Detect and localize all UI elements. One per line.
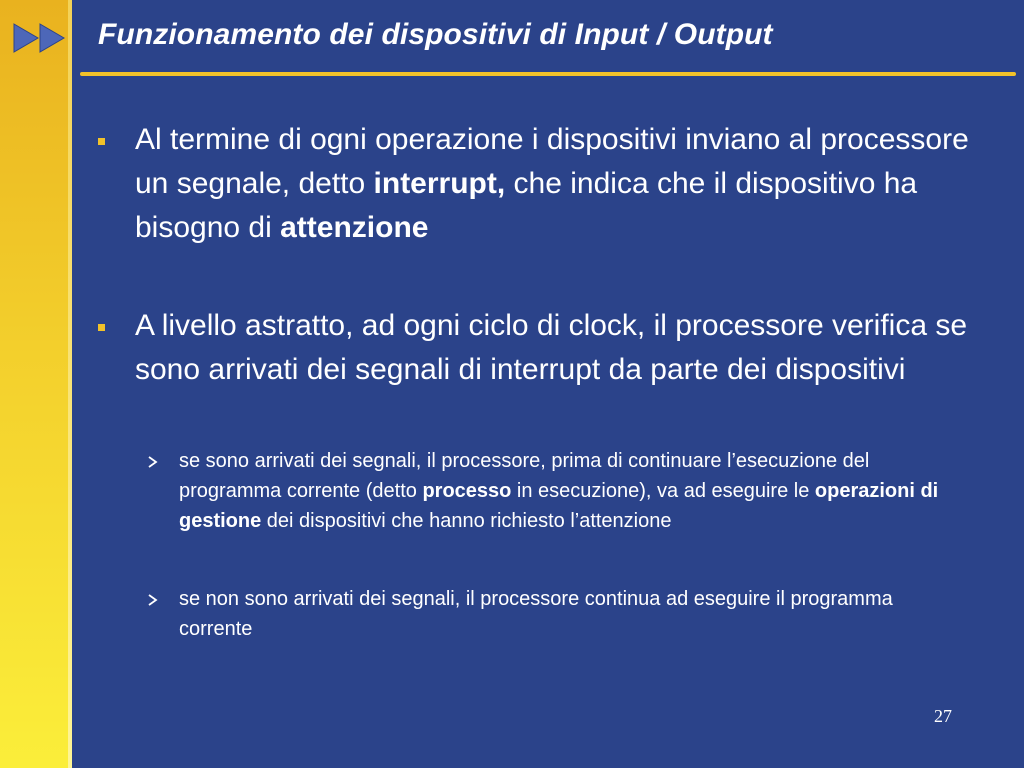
slide-title: Funzionamento dei dispositivi di Input / Output (98, 18, 773, 51)
chevron-right-icon (147, 594, 159, 606)
bullet-text-part: che indica che il dispositivo ha bisogno di (135, 167, 918, 244)
bullet-text-part: Al termine di ogni operazione i dispositivi inviano al processore un segnale, detto (135, 123, 969, 200)
sub-bullet-bold-operazioni: operazioni di gestione (179, 480, 939, 532)
sub-bullet-text-part: se sono arrivati dei segnali, il processore, prima di continuare l’esecuzione del programma corrente (detto (179, 450, 870, 502)
sub-bullet-bold-processo: processo (422, 480, 512, 502)
double-arrow-icon (12, 18, 72, 58)
bullet-item-clock (90, 304, 1010, 392)
sub-bullet-text: se non sono arrivati dei segnali, il processore continua ad eseguire il programma corrente (179, 588, 893, 640)
title-underline (80, 72, 1016, 76)
sub-bullet-item-no-signals (135, 584, 959, 644)
page-number: 27 (934, 706, 952, 726)
bullet-bold-interrupt: interrupt, (373, 167, 506, 200)
left-accent-bar (0, 0, 72, 768)
slide-content (90, 118, 1010, 644)
sub-bullet-item-signals-arrived (135, 446, 959, 536)
left-accent-bar-edge (68, 0, 72, 768)
bullet-text: A livello astratto, ad ogni ciclo di clock, il processore verifica se sono arrivati dei segnali di interrupt da parte dei dispositivi (135, 309, 968, 386)
sub-bullet-text-part: dei dispositivi che hanno richiesto l’attenzione (261, 510, 672, 532)
sub-bullet-text-part: in esecuzione), va ad eseguire le (511, 480, 815, 502)
square-bullet-icon (98, 324, 105, 331)
square-bullet-icon (98, 138, 105, 145)
bullet-item-interrupt (90, 118, 1010, 250)
chevron-right-icon (147, 456, 159, 468)
bullet-bold-attenzione: attenzione (280, 211, 429, 244)
